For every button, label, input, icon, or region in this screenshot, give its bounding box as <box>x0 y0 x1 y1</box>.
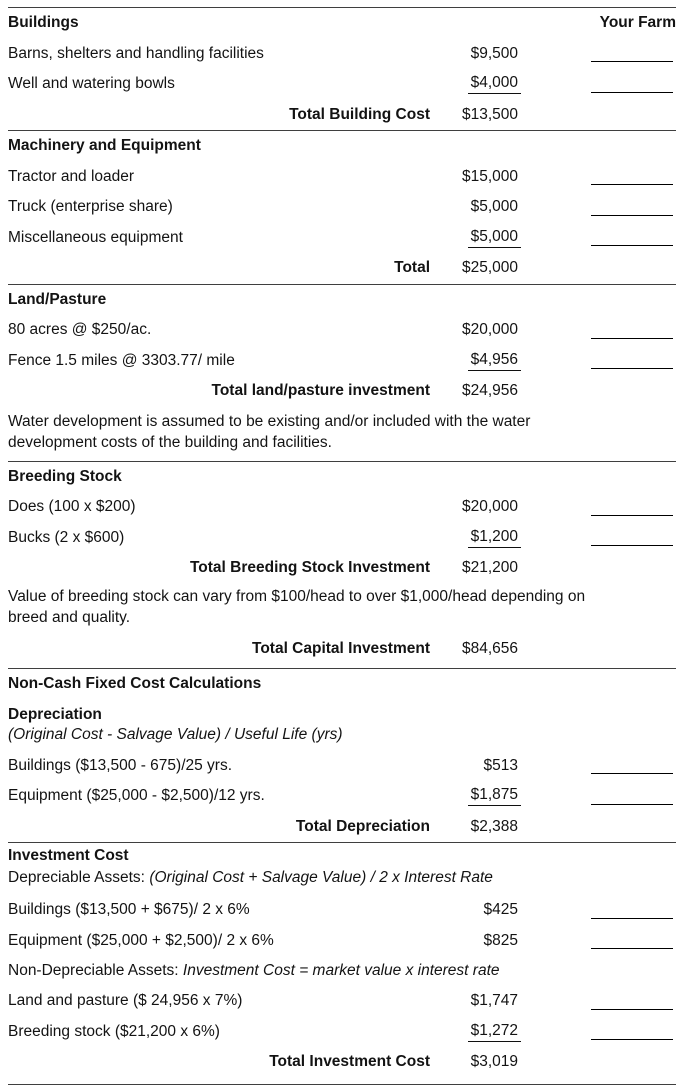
worksheet <box>8 0 676 1085</box>
row-label: Does (100 x $200) <box>8 498 136 516</box>
section-header <box>8 8 676 39</box>
total-label: Total land/pasture investment <box>211 382 430 400</box>
grand-total-row <box>8 634 676 665</box>
your-farm-cell <box>518 100 676 131</box>
total-value: $25,000 <box>461 259 518 277</box>
row-value: $20,000 <box>461 498 518 516</box>
row-label: 80 acres @ $250/ac. <box>8 321 152 339</box>
total-value: $21,200 <box>461 559 518 577</box>
table-row <box>8 315 676 346</box>
your-farm-cell <box>518 376 676 407</box>
row-value: $4,000 <box>430 74 518 94</box>
section-investment-cost <box>8 842 676 1085</box>
total-value: $2,388 <box>470 817 518 835</box>
depreciation-subheading: Depreciation <box>8 705 102 723</box>
total-row <box>8 553 676 584</box>
section-header <box>8 843 676 867</box>
section-buildings <box>8 7 676 130</box>
your-farm-blank-line <box>591 61 673 62</box>
your-farm-cell <box>518 986 676 1017</box>
your-farm-blank-line <box>591 245 673 246</box>
table-row <box>8 346 676 377</box>
nondepreciable-assets-formula: Investment Cost = market value x interest rate <box>182 962 500 979</box>
total-value: $3,019 <box>470 1053 518 1071</box>
row-label: Fence 1.5 miles @ 3303.77/ mile <box>8 351 235 369</box>
your-farm-cell <box>518 39 676 70</box>
total-row <box>8 376 676 407</box>
row-label: Tractor and loader <box>8 167 135 185</box>
your-farm-blank-line <box>591 1039 673 1040</box>
depreciable-assets-line <box>8 867 676 889</box>
your-farm-cell <box>518 634 676 665</box>
table-row <box>8 492 676 523</box>
your-farm-cell <box>518 751 676 782</box>
grand-total-value: $84,656 <box>461 639 518 657</box>
your-farm-blank-line <box>591 368 673 369</box>
total-row <box>8 253 676 284</box>
total-value: $24,956 <box>461 382 518 400</box>
total-label: Total Depreciation <box>295 817 430 835</box>
table-row <box>8 986 676 1017</box>
total-label: Total Investment Cost <box>269 1053 430 1071</box>
row-value: $5,000 <box>430 228 518 248</box>
row-value: $1,200 <box>430 528 518 548</box>
section-title: Investment Cost <box>8 847 129 864</box>
row-value: $825 <box>483 931 518 949</box>
your-farm-blank-line <box>591 773 673 774</box>
total-row <box>8 812 676 843</box>
total-value: $13,500 <box>461 105 518 123</box>
your-farm-cell <box>518 781 676 812</box>
your-farm-cell <box>518 253 676 284</box>
grand-total-label: Total Capital Investment <box>252 639 430 657</box>
row-value: $425 <box>483 901 518 919</box>
section-breeding-stock <box>8 461 676 669</box>
your-farm-cell <box>518 223 676 254</box>
your-farm-blank-line <box>591 184 673 185</box>
row-value: $1,747 <box>470 992 518 1010</box>
nondepreciable-assets-label: Non-Depreciable Assets: <box>8 962 179 979</box>
table-row <box>8 751 676 782</box>
section-land-pasture <box>8 284 676 453</box>
row-label: Breeding stock ($21,200 x 6%) <box>8 1022 220 1040</box>
your-farm-blank-line <box>591 804 673 805</box>
total-label: Total Breeding Stock Investment <box>189 559 430 577</box>
total-label: Total <box>394 259 430 277</box>
section-title: Machinery and Equipment <box>8 137 201 155</box>
row-label: Equipment ($25,000 + $2,500)/ 2 x 6% <box>8 931 274 949</box>
row-value: $513 <box>483 756 518 774</box>
row-value: $15,000 <box>461 167 518 185</box>
row-label: Land and pasture ($ 24,956 x 7%) <box>8 992 243 1010</box>
row-value: $1,875 <box>430 786 518 806</box>
section-title: Land/Pasture <box>8 290 107 308</box>
your-farm-blank-line <box>591 1009 673 1010</box>
total-row <box>8 100 676 131</box>
row-label: Buildings ($13,500 + $675)/ 2 x 6% <box>8 901 250 919</box>
row-value: $20,000 <box>461 321 518 339</box>
your-farm-blank-line <box>591 948 673 949</box>
section-header <box>8 131 676 162</box>
your-farm-cell <box>518 553 676 584</box>
your-farm-blank-line <box>591 515 673 516</box>
your-farm-blank-line <box>591 545 673 546</box>
row-value: $1,272 <box>430 1022 518 1042</box>
your-farm-cell <box>518 926 676 957</box>
row-value: $5,000 <box>470 198 518 216</box>
section-header <box>8 285 676 316</box>
row-label: Buildings ($13,500 - 675)/25 yrs. <box>8 756 233 774</box>
depreciation-formula: (Original Cost - Salvage Value) / Useful Life (yrs) <box>8 725 343 743</box>
table-row <box>8 39 676 70</box>
section-header <box>8 462 676 493</box>
your-farm-cell <box>518 315 676 346</box>
your-farm-cell <box>518 192 676 223</box>
your-farm-blank-line <box>591 215 673 216</box>
row-label: Barns, shelters and handling facilities <box>8 44 264 62</box>
table-row <box>8 69 676 100</box>
table-row <box>8 1017 676 1048</box>
table-row <box>8 895 676 926</box>
table-row <box>8 162 676 193</box>
your-farm-column-header: Your Farm <box>599 14 676 32</box>
your-farm-cell <box>518 1047 676 1078</box>
breeding-stock-note: Value of breeding stock can vary from $100/head to over $1,000/head depending on breed and quality. <box>8 587 586 626</box>
row-label: Well and watering bowls <box>8 75 175 93</box>
section-title: Buildings <box>8 14 79 32</box>
your-farm-cell <box>518 492 676 523</box>
table-row <box>8 192 676 223</box>
your-farm-cell <box>518 812 676 843</box>
your-farm-blank-line <box>591 92 673 93</box>
row-label: Miscellaneous equipment <box>8 228 183 246</box>
your-farm-cell <box>518 895 676 926</box>
your-farm-cell <box>518 162 676 193</box>
section-noncash-fixed-costs <box>8 668 676 842</box>
section-header <box>8 669 676 700</box>
row-value: $4,956 <box>430 351 518 371</box>
your-farm-cell <box>518 346 676 377</box>
table-row <box>8 523 676 554</box>
your-farm-blank-line <box>591 918 673 919</box>
depreciable-assets-formula: (Original Cost + Salvage Value) / 2 x Interest Rate <box>149 869 493 886</box>
total-label: Total Building Cost <box>289 105 430 123</box>
total-row <box>8 1047 676 1078</box>
water-development-note: Water development is assumed to be existing and/or included with the water development costs of the building and facilities. <box>8 412 531 451</box>
table-row <box>8 223 676 254</box>
row-label: Truck (enterprise share) <box>8 198 173 216</box>
your-farm-blank-line <box>591 338 673 339</box>
row-value: $9,500 <box>470 44 518 62</box>
your-farm-cell <box>518 523 676 554</box>
your-farm-cell <box>518 1017 676 1048</box>
table-row <box>8 781 676 812</box>
section-title: Non-Cash Fixed Cost Calculations <box>8 675 262 693</box>
row-label: Bucks (2 x $600) <box>8 528 125 546</box>
row-label: Equipment ($25,000 - $2,500)/12 yrs. <box>8 787 265 805</box>
your-farm-cell <box>518 69 676 100</box>
depreciable-assets-label: Depreciable Assets: <box>8 869 145 886</box>
table-row <box>8 926 676 957</box>
section-machinery <box>8 130 676 284</box>
nondepreciable-assets-line <box>8 956 676 986</box>
section-title: Breeding Stock <box>8 467 122 485</box>
